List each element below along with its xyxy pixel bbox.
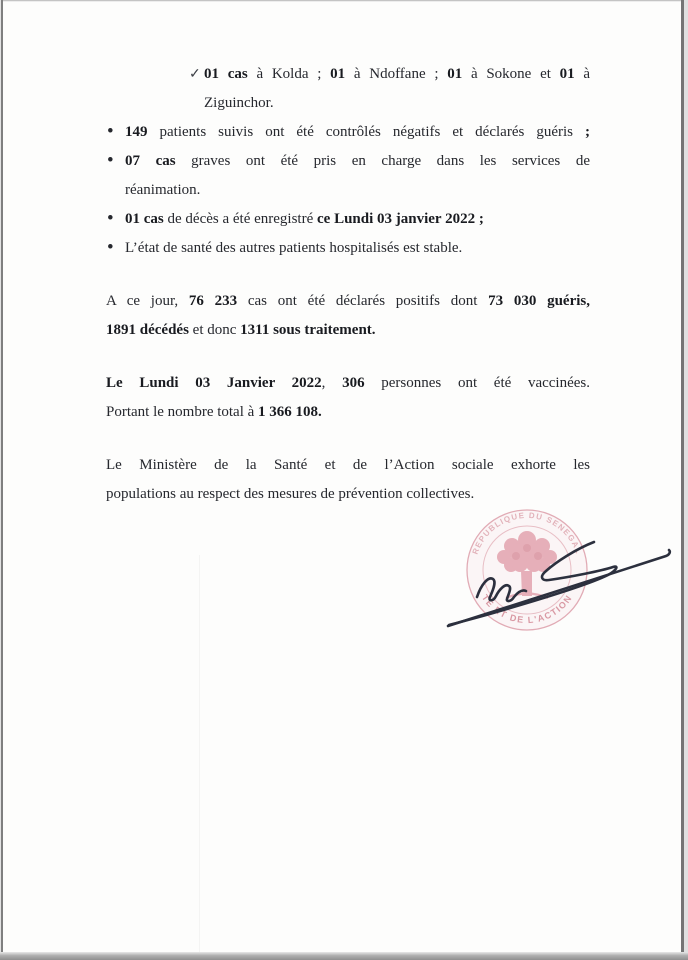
bold-text: 01 <box>559 66 575 82</box>
bold-text: Le Lundi 03 Janvier 2022 <box>106 375 322 391</box>
paragraph <box>106 287 590 345</box>
text-line <box>125 234 590 263</box>
text: patients suivis ont été contrôlés négatifs et déclarés guéris <box>147 124 585 140</box>
text: cas ont été déclarés positifs dont <box>237 293 489 309</box>
bold-text: 76 233 <box>188 293 238 309</box>
scan-edge-right <box>681 0 684 960</box>
text: graves ont été pris en charge dans les services de <box>175 153 590 169</box>
bold-text: ce Lundi 03 janvier 2022 ; <box>317 211 484 227</box>
official-stamp <box>467 510 587 630</box>
scan-edge-left <box>1 0 3 960</box>
bold-text: 01 cas <box>204 66 248 82</box>
document-body <box>106 60 590 509</box>
scan-edge-bottom <box>0 952 688 960</box>
text-line <box>125 118 590 147</box>
check-item <box>106 60 590 118</box>
stamp-top-text: REPUBLIQUE DU SENEGAL <box>470 510 584 556</box>
text: à <box>574 66 591 82</box>
text: Le Ministère de la Santé et de l’Action sociale exhorte les <box>106 457 590 473</box>
text-line <box>125 147 590 176</box>
bullet-icon: • <box>107 150 114 171</box>
bullet-icon: • <box>107 237 114 258</box>
paragraph <box>106 369 590 427</box>
bullet-item <box>106 118 590 147</box>
text-line <box>125 205 590 234</box>
text: personnes ont été vaccinées. <box>364 375 591 391</box>
scan-edge-top <box>0 0 688 2</box>
bullet-item <box>106 234 590 263</box>
text: à Sokone et <box>462 66 560 82</box>
text-line <box>106 398 590 427</box>
bold-text: 01 <box>447 66 463 82</box>
bold-text: 149 <box>125 124 148 140</box>
bullet-icon: • <box>107 121 114 142</box>
bold-text: 73 030 guéris, <box>488 293 591 309</box>
text-line <box>125 176 590 205</box>
text-line <box>106 287 590 316</box>
paper-crease <box>199 555 200 952</box>
seal-area <box>408 492 680 670</box>
text-line <box>204 89 590 118</box>
text: à Kolda ; <box>247 66 331 82</box>
text: réanimation. <box>125 182 201 198</box>
bold-text: 306 <box>342 375 365 391</box>
text-line <box>204 60 590 89</box>
check-icon: ✓ <box>189 67 201 82</box>
text: et donc <box>188 322 241 338</box>
text: de décès a été enregistré <box>163 211 317 227</box>
bold-text: 07 cas <box>125 153 176 169</box>
scan-edge-right-strip <box>684 0 688 960</box>
text: à Ndoffane ; <box>345 66 448 82</box>
text: populations au respect des mesures de prévention collectives. <box>106 486 475 502</box>
text: , <box>321 375 343 391</box>
bullet-icon: • <box>107 208 114 229</box>
text-line <box>106 451 590 480</box>
bold-text: 01 <box>330 66 346 82</box>
bold-text: ; <box>585 124 590 140</box>
bullet-item <box>106 205 590 234</box>
text: Portant le nombre total à <box>106 404 259 420</box>
text-line <box>106 369 590 398</box>
stamp-bottom-text: TE ET DE L'ACTION <box>479 592 575 626</box>
bold-text: 1891 décédés <box>106 322 189 338</box>
text: L’état de santé des autres patients hospitalisés est stable. <box>125 240 463 256</box>
text: A ce jour, <box>106 293 189 309</box>
bold-text: 1311 sous traitement. <box>240 322 376 338</box>
bold-text: 1 366 108. <box>258 404 322 420</box>
bold-text: 01 cas <box>125 211 164 227</box>
text-line <box>106 316 590 345</box>
bullet-item <box>106 147 590 205</box>
text: Ziguinchor. <box>204 95 274 111</box>
